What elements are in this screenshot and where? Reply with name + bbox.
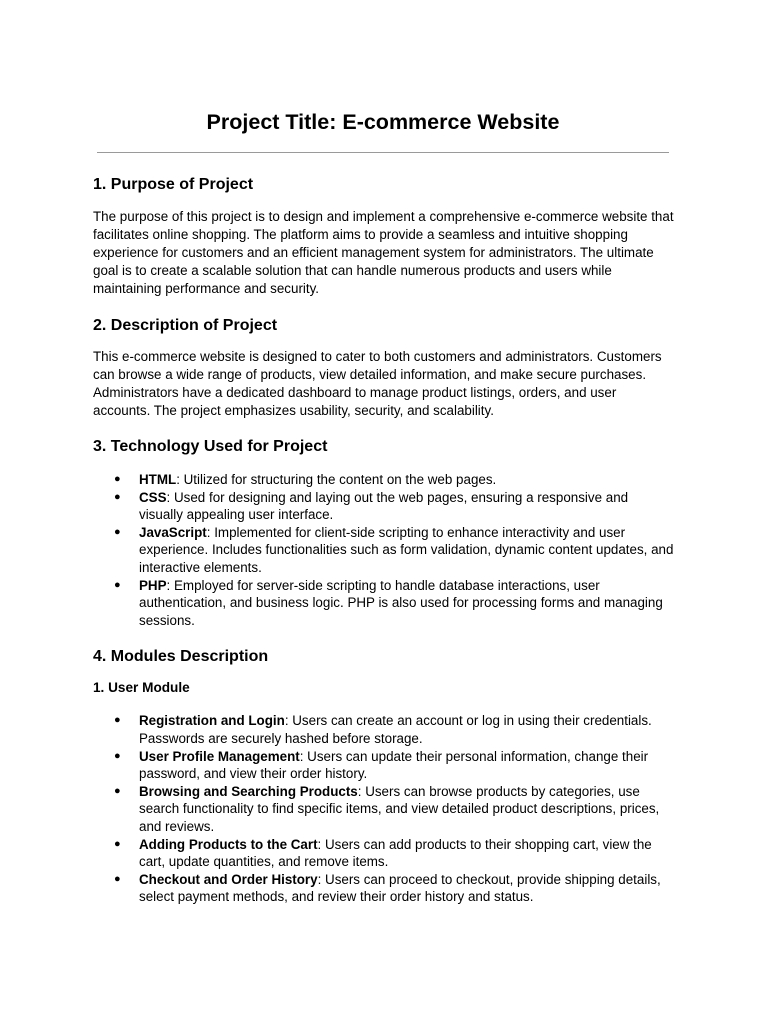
- section-heading-technology: 3. Technology Used for Project: [93, 438, 328, 455]
- bullet-icon: ●: [114, 749, 121, 762]
- list-item: [93, 783, 675, 836]
- list-item-text: : Users can proceed to checkout, provide shipping details, select payment methods, and review their order history and status.: [139, 871, 661, 905]
- section-body-description: This e-commerce website is designed to cater to both customers and administrators. Customers can browse a wide range of products, view detailed information, and make secure purchases. Administrators have a dedicated dashboard to manage product listings, orders, and user accounts. The project emphasizes usability, security, and scalability.: [93, 349, 662, 418]
- technology-list: [93, 471, 675, 629]
- list-item-text: : Utilized for structuring the content on the web pages.: [176, 472, 497, 487]
- list-item-text: : Users can browse products by categories, use search functionality to find specific items, and view detailed product descriptions, prices, and reviews.: [139, 783, 660, 834]
- bullet-icon: ●: [114, 490, 121, 503]
- section-body-purpose: The purpose of this project is to design and implement a comprehensive e-commerce website that facilitates online shopping. The platform aims to provide a seamless and intuitive shopping experience for customers and an efficient management system for administrators. The ultimate goal is to create a scalable solution that can handle numerous products and users while maintaining performance and security.: [93, 209, 674, 296]
- bullet-icon: ●: [114, 714, 121, 727]
- bullet-icon: ●: [114, 837, 121, 850]
- bullet-icon: ●: [114, 578, 121, 591]
- section-heading-description: 2. Description of Project: [93, 317, 278, 334]
- list-item-term: User Profile Management: [139, 748, 300, 764]
- section-heading-purpose: 1. Purpose of Project: [93, 176, 254, 193]
- list-item: [93, 577, 675, 630]
- list-item-term: JavaScript: [139, 524, 207, 540]
- title-divider: [97, 152, 669, 153]
- list-item-term: Registration and Login: [139, 713, 285, 729]
- section-heading-modules: 4. Modules Description: [93, 648, 269, 666]
- list-item-text: : Users can add products to their shopping cart, view the cart, update quantities, and remove items.: [139, 836, 652, 870]
- bullet-icon: ●: [114, 784, 121, 797]
- subsection-heading-user-module: 1. User Module: [93, 680, 190, 696]
- list-item: [93, 524, 675, 577]
- list-item: [93, 871, 675, 906]
- list-item-term: CSS: [139, 489, 167, 505]
- bullet-icon: ●: [114, 525, 121, 538]
- list-item-text: : Users can update their personal information, change their password, and view their order history.: [139, 748, 649, 782]
- list-item-term: Checkout and Order History: [139, 871, 318, 887]
- list-item-term: PHP: [139, 577, 167, 593]
- list-item: [93, 471, 675, 489]
- user-module-list: [93, 712, 675, 906]
- document-title: Project Title: E-commerce Website: [206, 110, 560, 134]
- list-item-text: : Used for designing and laying out the web pages, ensuring a responsive and visually appealing user interface.: [139, 489, 629, 523]
- list-item-text: : Employed for server-side scripting to handle database interactions, user authentication, and business logic. PHP is also used for processing forms and managing sessions.: [139, 577, 663, 628]
- list-item-term: Adding Products to the Cart: [139, 836, 318, 852]
- bullet-icon: ●: [114, 473, 121, 485]
- list-item-term: HTML: [139, 472, 177, 487]
- list-item: [93, 712, 675, 747]
- list-item: [93, 489, 675, 524]
- bullet-icon: ●: [114, 872, 121, 885]
- document-content: [93, 174, 675, 906]
- list-item: [93, 836, 675, 871]
- list-item-text: : Users can create an account or log in using their credentials. Passwords are securely hashed before storage.: [139, 713, 652, 746]
- list-item-term: Browsing and Searching Products: [139, 783, 358, 799]
- list-item-text: : Implemented for client-side scripting to enhance interactivity and user experience. Includes functionalities such as form validation, dynamic content updates, and interactive elements.: [139, 524, 674, 575]
- list-item: [93, 748, 675, 783]
